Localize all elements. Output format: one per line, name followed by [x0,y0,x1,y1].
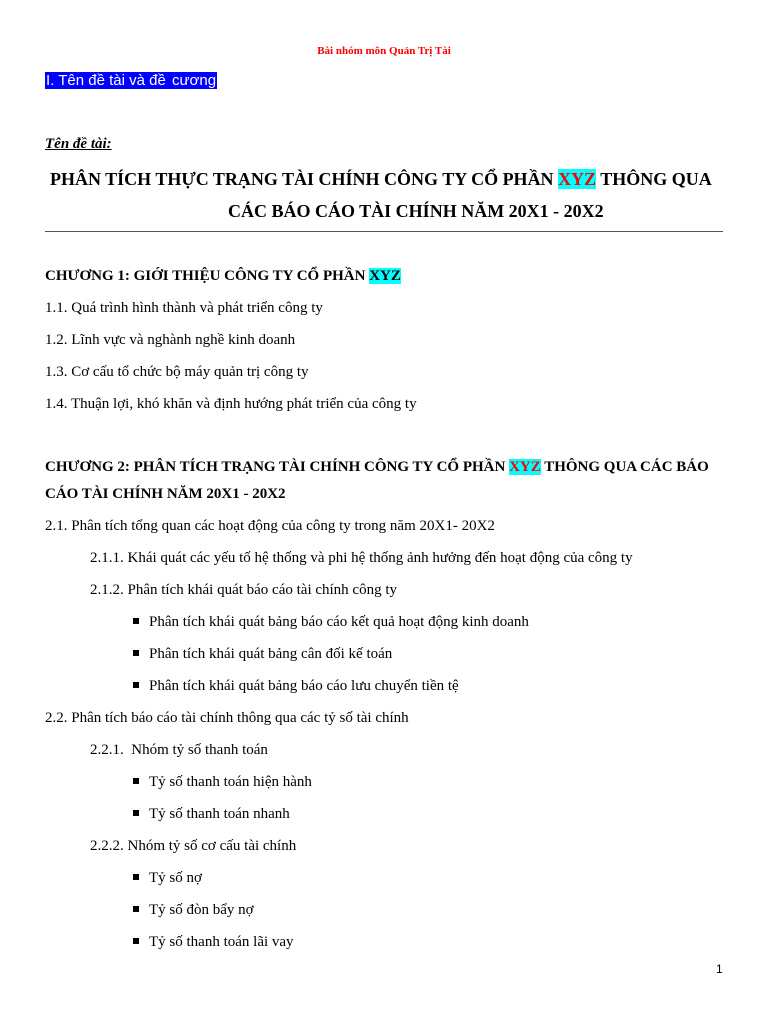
section-2-2-2: 2.2.2. Nhóm tỷ số cơ cấu tài chính [90,838,297,854]
topic-title-part-b: THÔNG QUA [596,169,712,189]
section-2-1: 2.1. Phân tích tổng quan các hoạt động của công ty trong năm 20X1- 20X2 [45,518,495,534]
section-heading-part2: cương [171,72,217,89]
bullet-square-icon [133,778,139,784]
section-2-2: 2.2. Phân tích báo cáo tài chính thông qua các tỷ số tài chính [45,710,409,726]
bullet-square-icon [133,906,139,912]
bullet-text: Tỷ số thanh toán nhanh [149,806,290,822]
divider-rule [45,231,723,232]
chapter1-title-text: CHƯƠNG 1: GIỚI THIỆU CÔNG TY CỔ PHẦN [45,268,370,284]
section-heading-part1: I. Tên đề tài và đề [46,72,170,89]
chapter1-item: 1.1. Quá trình hình thành và phát triển công ty [45,300,323,316]
bullet-item [133,678,459,695]
bullet-square-icon [133,618,139,624]
bullet-item [133,934,294,951]
page-number: 1 [716,962,723,976]
bullet-text: Tỷ số thanh toán lãi vay [149,934,294,950]
bullet-item [133,870,202,887]
bullet-text: Tỷ số nợ [149,870,202,886]
section-2-1-2: 2.1.2. Phân tích khái quát báo cáo tài chính công ty [90,582,398,598]
bullet-text: Phân tích khái quát bảng cân đối kế toán [149,646,393,662]
bullet-square-icon [133,682,139,688]
chapter1-item: 1.2. Lĩnh vực và nghành nghề kinh doanh [45,332,296,348]
chapter1-company-highlight: XYZ [369,268,401,284]
bullet-text: Phân tích khái quát bảng báo cáo lưu chuyển tiền tệ [149,678,459,694]
bullet-square-icon [133,938,139,944]
bullet-item [133,902,254,919]
chapter1-item: 1.3. Cơ cấu tổ chức bộ máy quản trị công ty [45,364,309,380]
bullet-square-icon [133,810,139,816]
chapter2-title-text-b: THÔNG QUA CÁC BÁO [540,459,709,475]
bullet-square-icon [133,650,139,656]
bullet-square-icon [133,874,139,880]
topic-title-line1 [50,169,712,190]
bullet-item [133,614,529,631]
chapter2-title-line2: CÁO TÀI CHÍNH NĂM 20X1 - 20X2 [45,486,286,502]
chapter2-title-text: CHƯƠNG 2: PHÂN TÍCH TRẠNG TÀI CHÍNH CÔNG TY CỔ PHẦN [45,459,510,475]
bullet-item [133,774,312,791]
bullet-item [133,806,290,823]
bullet-item [133,646,392,663]
topic-title-part-a: PHÂN TÍCH THỰC TRẠNG TÀI CHÍNH CÔNG TY CỔ PHẦN [50,169,559,189]
bullet-text: Tỷ số thanh toán hiện hành [149,774,312,790]
company-name-highlight: XYZ [558,169,597,189]
chapter2-title-line1 [45,459,709,476]
chapter1-title [45,268,401,285]
chapter2-company-highlight: XYZ [509,459,541,475]
topic-label: Tên đề tài: [45,136,112,152]
chapter1-item: 1.4. Thuận lợi, khó khăn và định hướng phát triển của công ty [45,396,417,412]
bullet-text: Tỷ số đòn bẩy nợ [149,902,254,918]
section-heading [45,72,217,90]
topic-title-line2: CÁC BÁO CÁO TÀI CHÍNH NĂM 20X1 - 20X2 [228,201,604,221]
section-2-1-1: 2.1.1. Khái quát các yếu tố hệ thống và phi hệ thống ảnh hưởng đến hoạt động của công ty [90,550,633,566]
section-2-2-1: 2.2.1. Nhóm tỷ số thanh toán [90,742,268,758]
header-note: Bài nhóm môn Quản Trị Tài [317,45,451,57]
bullet-text: Phân tích khái quát bảng báo cáo kết quả hoạt động kinh doanh [149,614,529,630]
